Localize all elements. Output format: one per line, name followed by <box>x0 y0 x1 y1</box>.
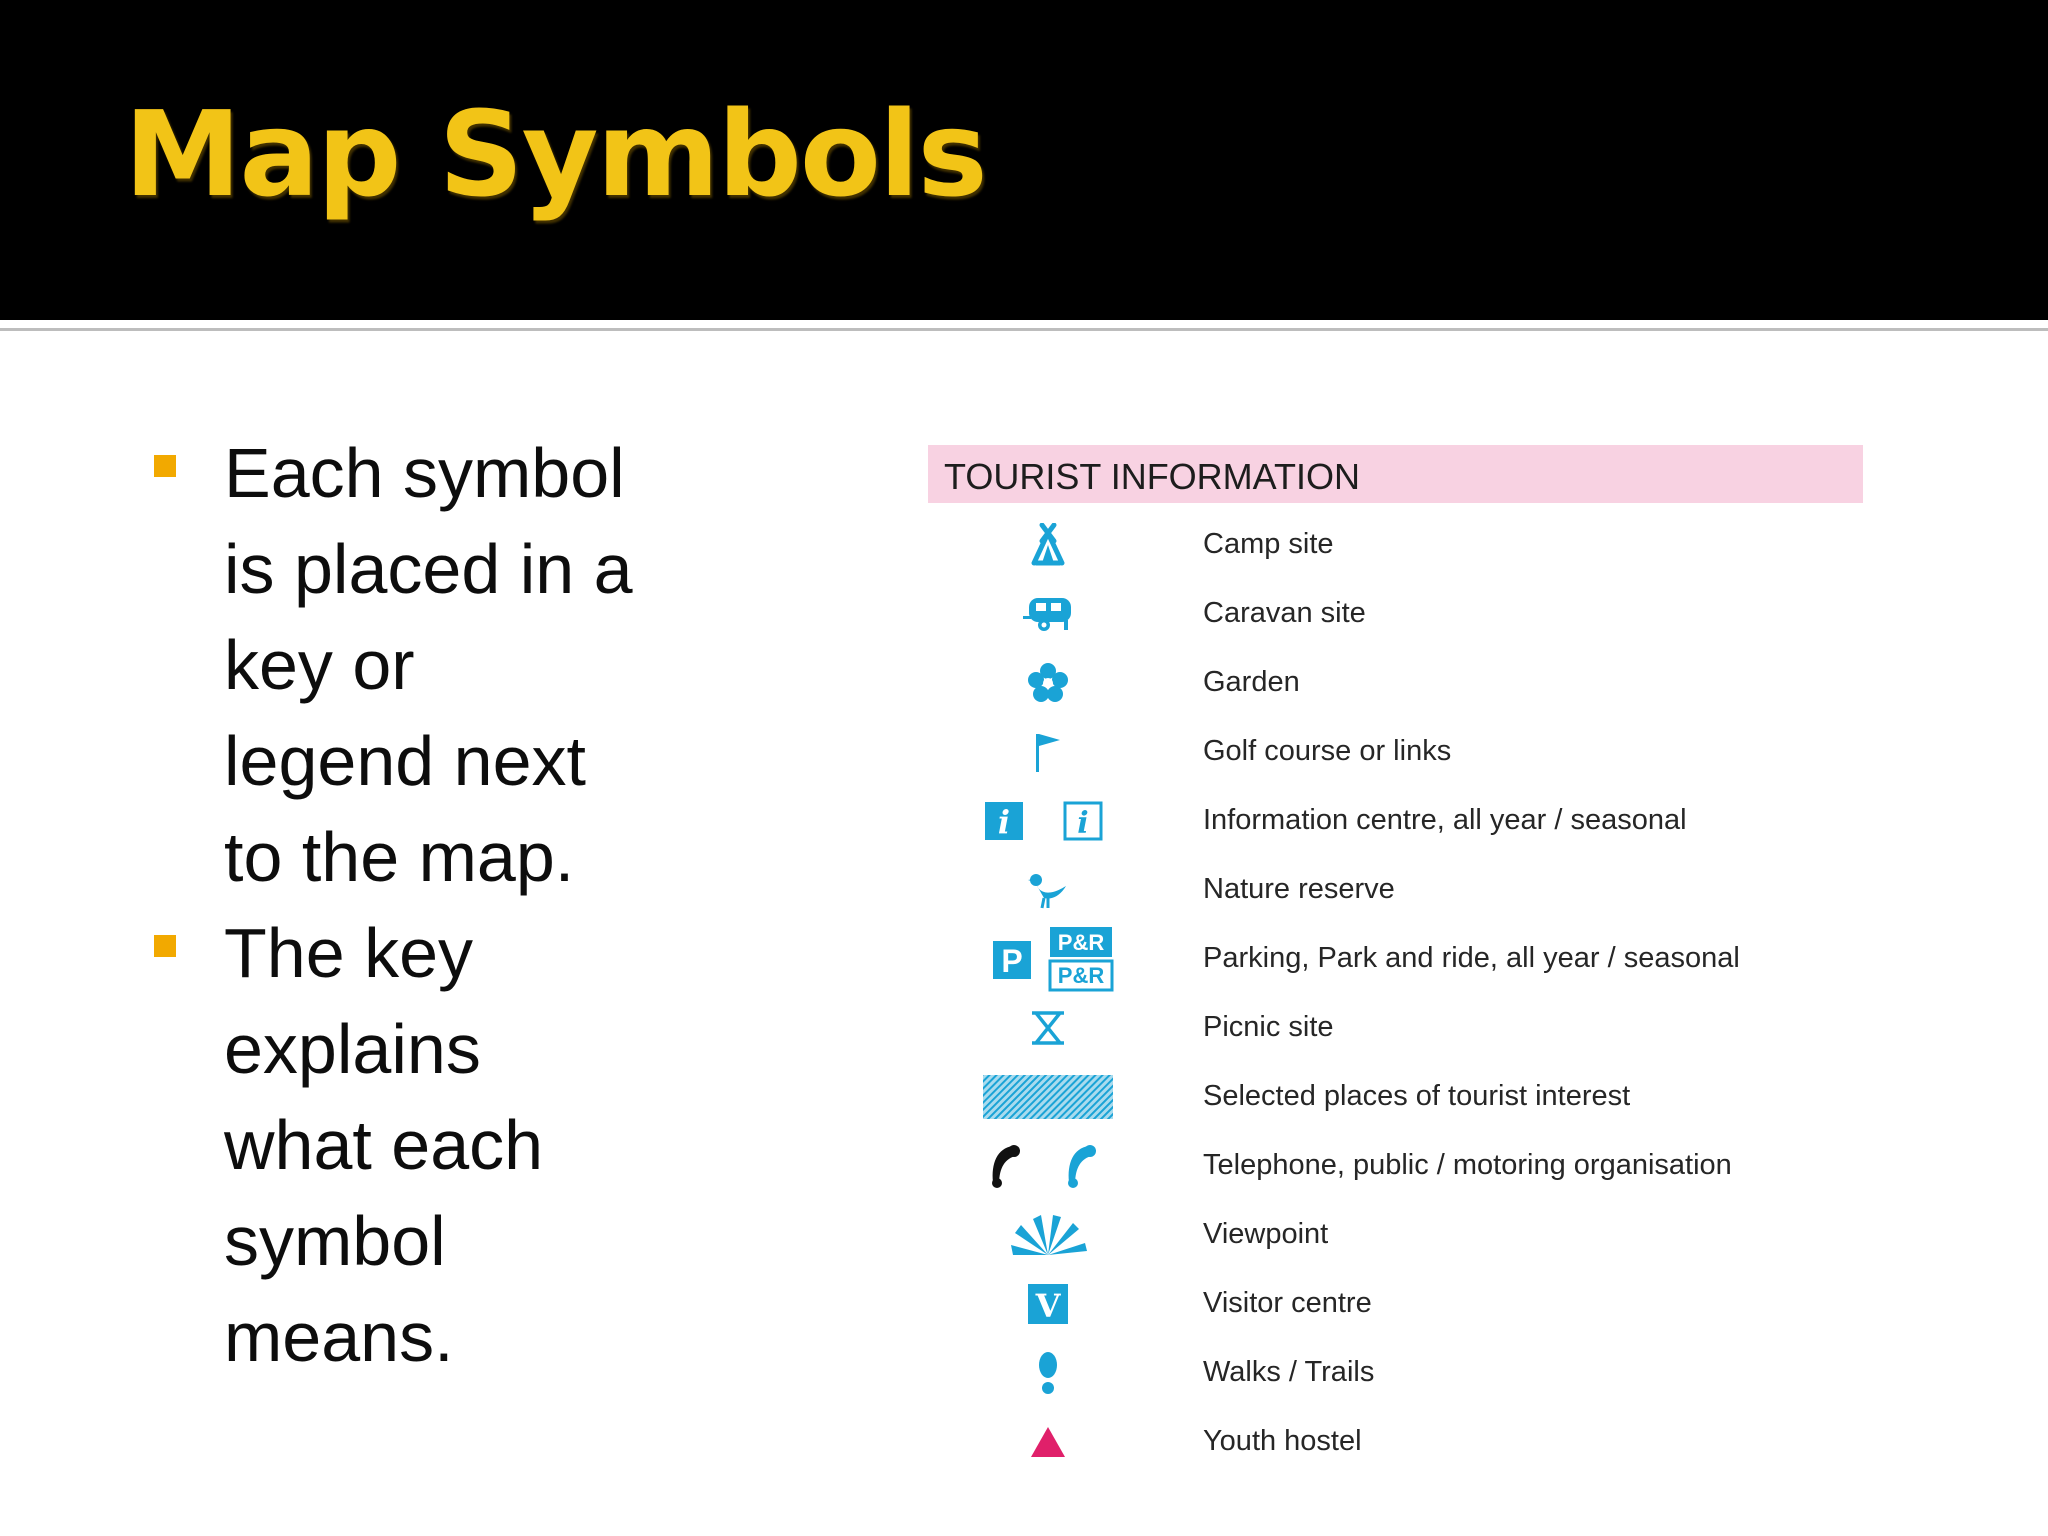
caravan-icon <box>973 579 1123 648</box>
bullet-text-line: to the map. <box>224 818 575 896</box>
parking-glyph: P <box>1001 942 1023 979</box>
legend-row <box>928 648 1863 717</box>
telephone-icon <box>973 1131 1123 1200</box>
picnic-table-icon <box>973 993 1123 1062</box>
viewpoint-icon <box>973 1200 1123 1269</box>
information-icon <box>973 786 1123 855</box>
bullet-text-line: legend next <box>224 722 586 800</box>
bullet-text-line: The key <box>224 914 473 992</box>
bullet-text-line: Each symbol <box>224 434 625 512</box>
legend-row <box>928 579 1863 648</box>
bullet-text-line: explains <box>224 1010 481 1088</box>
visitor-centre-glyph: V <box>1035 1286 1061 1325</box>
legend-label: Viewpoint <box>1203 1218 1329 1250</box>
legend-label: Youth hostel <box>1203 1425 1362 1457</box>
parking-icon <box>973 924 1123 993</box>
legend-label: Golf course or links <box>1203 735 1452 767</box>
bullet-marker-icon <box>154 455 176 477</box>
legend-label: Garden <box>1203 666 1300 698</box>
legend-row <box>928 1131 1863 1200</box>
legend-row <box>928 993 1863 1062</box>
flower-icon <box>973 648 1123 717</box>
legend-label: Caravan site <box>1203 597 1366 629</box>
bird-icon <box>973 855 1123 924</box>
bullet-text-line: what each <box>224 1106 544 1184</box>
flag-icon <box>973 717 1123 786</box>
footprint-icon <box>973 1338 1123 1407</box>
legend-label: Visitor centre <box>1203 1287 1372 1319</box>
park-and-ride-seasonal-glyph: P&R <box>1057 962 1105 988</box>
legend-label: Selected places of tourist interest <box>1203 1080 1631 1112</box>
legend-label: Camp site <box>1203 528 1334 560</box>
divider-shadow <box>0 328 2048 331</box>
legend-row <box>928 1407 1863 1476</box>
hatched-area-icon <box>973 1062 1123 1131</box>
bullet-item <box>150 425 710 905</box>
information-glyph: i <box>997 802 1011 841</box>
legend-row <box>928 1200 1863 1269</box>
title-bar <box>0 0 2048 320</box>
information-seasonal-glyph: i <box>1077 805 1089 841</box>
legend-header <box>928 445 1863 503</box>
legend-row <box>928 924 1863 993</box>
legend-label: Telephone, public / motoring organisation <box>1203 1149 1732 1181</box>
legend-row <box>928 1338 1863 1407</box>
legend-label: Picnic site <box>1203 1011 1334 1043</box>
legend-header-label: TOURIST INFORMATION <box>944 456 1361 497</box>
legend-label: Nature reserve <box>1203 873 1395 905</box>
bullet-text-line: key or <box>224 626 415 704</box>
slide-title: Map Symbols <box>124 85 986 223</box>
legend-row <box>928 855 1863 924</box>
legend-row <box>928 510 1863 579</box>
divider <box>0 320 2048 324</box>
bullet-text-line: is placed in a <box>224 530 633 608</box>
legend-row <box>928 1269 1863 1338</box>
legend-label: Walks / Trails <box>1203 1356 1375 1388</box>
legend-row <box>928 786 1863 855</box>
legend-label: Information centre, all year / seasonal <box>1203 804 1687 836</box>
bullet-item <box>150 905 710 1385</box>
legend-row <box>928 717 1863 786</box>
legend-label: Parking, Park and ride, all year / seasonal <box>1203 942 1740 974</box>
legend-row <box>928 1062 1863 1131</box>
park-and-ride-glyph: P&R <box>1057 929 1105 955</box>
visitor-centre-icon <box>973 1269 1123 1338</box>
tent-icon <box>973 510 1123 579</box>
bullet-text-line: means. <box>224 1298 454 1376</box>
bullet-text-line: symbol <box>224 1202 446 1280</box>
bullet-list <box>150 425 710 1385</box>
bullet-marker-icon <box>154 935 176 957</box>
triangle-icon <box>973 1407 1123 1476</box>
